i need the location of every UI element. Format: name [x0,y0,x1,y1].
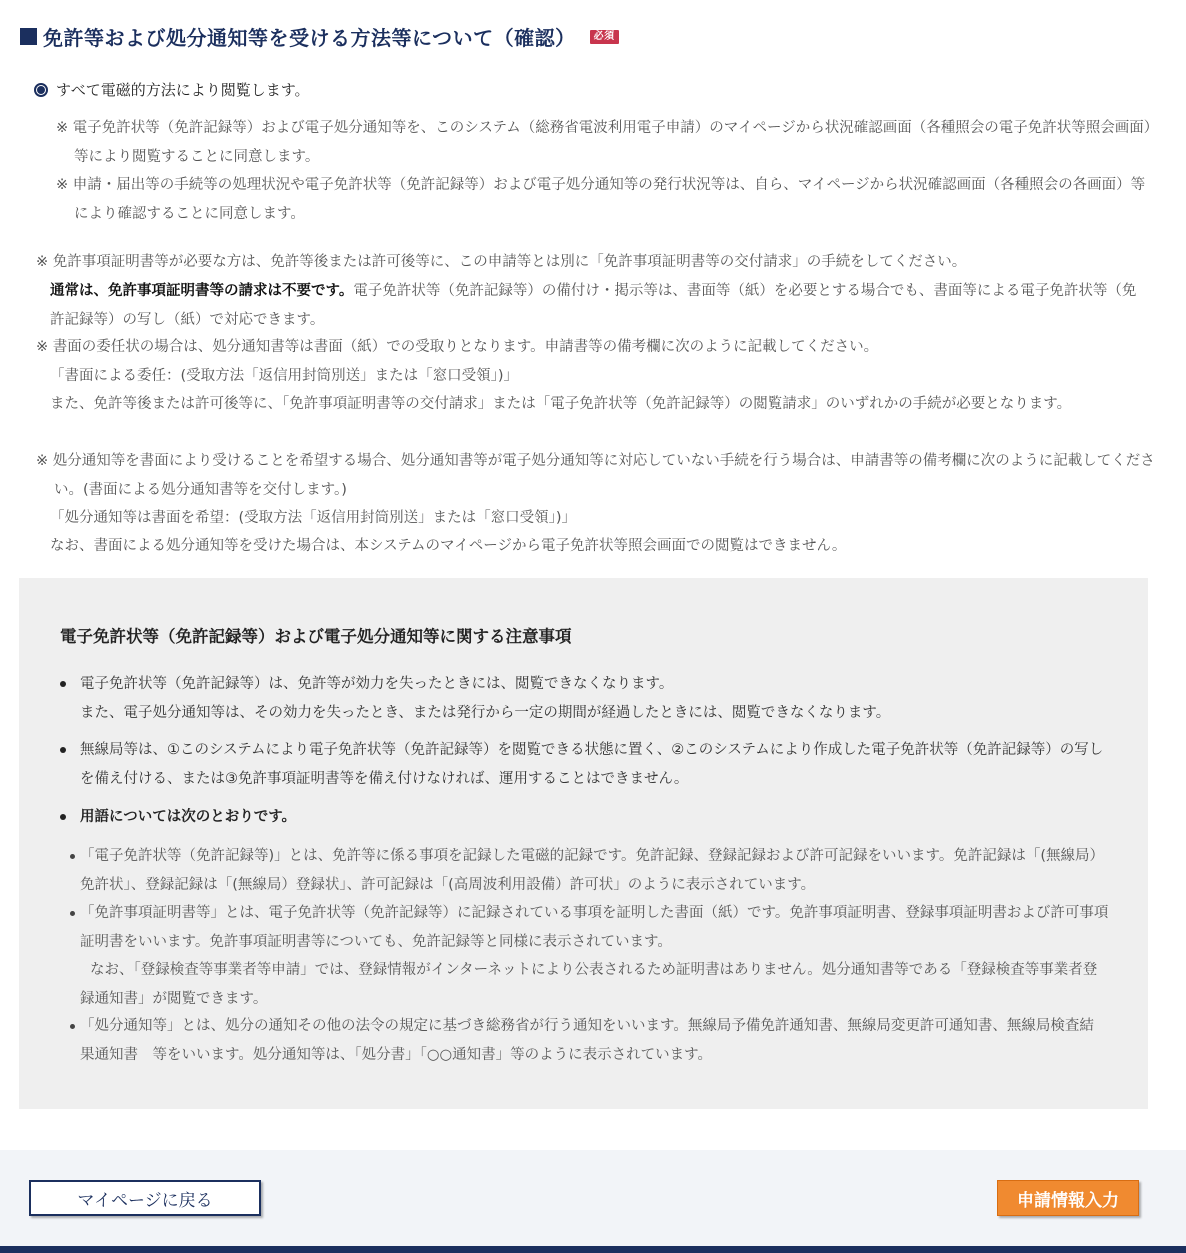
back-to-mypage-button[interactable]: マイページに戻る [29,1180,261,1216]
paper-notice-quote: 「処分通知等は書面を希望：(受取方法「返信用封筒別送」または「窓口受領」)」 [50,510,577,526]
term-certificate [80,899,1110,1013]
proxy-note: ※ 書面の委任状の場合は、処分通知書等は書面（紙）での受取りとなります。申請書等の備考欄に次のように記載してください。 [36,339,879,355]
section-title [20,22,619,51]
square-bullet-icon [20,28,37,45]
certificate-note-rest: 電子免許状等（免許記録等）の備付け・掲示等は、書面等（紙）を必要とする場合でも、書面等による電子免許状等（免許記録等）の写し（紙）で対応できます。 [50,283,1137,328]
term-certificate-text: 「免許事項証明書等」とは、電子免許状等（免許記録等）に記録されている事項を証明した書面（紙）です。免許事項証明書、登録事項証明書および許可事項証明書をいいます。免許事項証明書等についても、免許記録等と同様に表示されています。 [80,905,1109,950]
section-title-text: 免許等および処分通知等を受ける方法等について（確認） [43,26,576,50]
footer-bar [0,1150,1186,1246]
radio-selected-icon[interactable] [34,83,48,97]
radio-option-electronic[interactable] [34,79,310,100]
radio-option-label: すべて電磁的方法により閲覧します。 [56,81,310,99]
notice-bullet-expiry-text: 電子免許状等（免許記録等）は、免許等が効力を失ったときには、閲覧できなくなります。 [80,676,674,692]
paper-notice-rest: なお、書面による処分通知等を受けた場合は、本システムのマイページから電子免許状等照会画面での閲覧はできません。 [50,538,847,554]
term-disposition-notice: 「処分通知等」とは、処分の通知その他の法令の規定に基づき総務省が行う通知をいいます。無線局予備免許通知書、無線局変更許可通知書、無線局検査結果通知書 等をいいます。処分通知等は、「処分書」「○○通知書」等のように表示されています。 [80,1012,1100,1069]
consent-note-1: ※ 電子免許状等（免許記録等）および電子処分通知等を、このシステム（総務省電波利用電子申請）のマイページから状況確認画面（各種照会の電子免許状等照会画面）等により閲覧することに同意します。 [56,120,1159,165]
certificate-note-detail [50,277,1145,334]
notice-bullet-terms: 用語については次のとおりです。 [80,803,1100,832]
notice-bullet-expiry [80,670,1100,727]
notice-title: 電子免許状等（免許記録等）および電子処分通知等に関する注意事項 [60,627,572,646]
term-electronic-license: 「電子免許状等（免許記録等)」とは、免許等に係る事項を記録した電磁的記録です。免許記録、登録記録および許可記録をいいます。免許記録は「(無線局）免許状」、登録記録は「(無線局）登録状」、許可記録は「(高周波利用設備）許可状」のように表示されています。 [80,842,1110,899]
consent-note-2: ※ 申請・届出等の手続等の処理状況や電子免許状等（免許記録等）および電子処分通知等の発行状況等は、自ら、マイページから状況確認画面（各種照会の各画面）等により確認することに同意します。 [56,177,1146,222]
proxy-note-quote: 「書面による委任：(受取方法「返信用封筒別送」または「窓口受領」)」 [50,368,519,384]
certificate-note-bold: 通常は、免許事項証明書等の請求は不要です。 [50,283,354,299]
notice-bullet-expiry-text-2: また、電子処分通知等は、その効力を失ったとき、または発行から一定の期間が経過したときには、閲覧できなくなります。 [80,704,891,721]
required-badge: 必須 [590,30,619,44]
application-info-input-button[interactable]: 申請情報入力 [997,1180,1139,1216]
bottom-nav-bar [0,1246,1186,1253]
certificate-note: ※ 免許事項証明書等が必要な方は、免許等後または許可後等に、この申請等とは別に「免許事項証明書等の交付請求」の手続をしてください。 [36,254,967,270]
term-certificate-text-2: なお、「登録検査等事業者等申請」では、登録情報がインターネットにより公表されるため証明書はありません。処分通知書等である「登録検査等事業者登録通知書」が閲覧できます。 [80,962,1098,1007]
paper-notice-note: ※ 処分通知等を書面により受けることを希望する場合、処分通知書等が電子処分通知等に対応していない手続を行う場合は、申請書等の備考欄に次のように記載してください。(書面による処分通知書等を交付します。) [36,453,1155,498]
notice-box [19,578,1148,1109]
proxy-note-rest: また、免許等後または許可後等に、「免許事項証明書等の交付請求」または「電子免許状等（免許記録等）の閲覧請求」のいずれかの手続が必要となります。 [50,396,1072,412]
notice-bullet-operation: 無線局等は、①このシステムにより電子免許状等（免許記録等）を閲覧できる状態に置く、②このシステムにより作成した電子免許状等（免許記録等）の写しを備え付ける、または③免許事項証明書等を備え付けなければ、運用することはできません。 [80,736,1110,793]
